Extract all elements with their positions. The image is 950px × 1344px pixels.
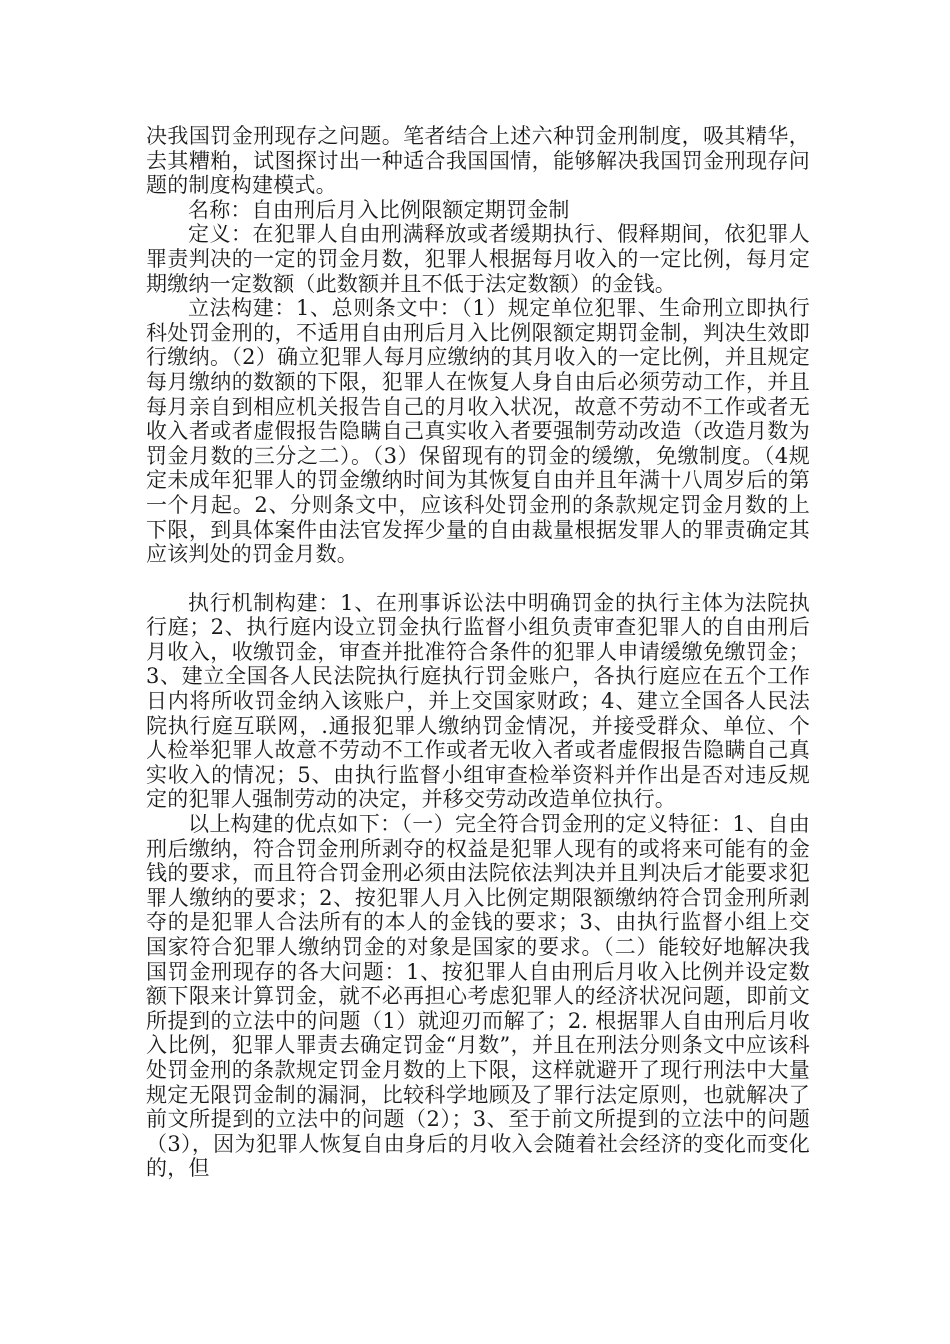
paragraph-definition: 定义：在犯罪人自由刑满释放或者缓期执行、假释期间，依犯罪人罪责判决的一定的罚金月数，犯罪人根据每月收入的一定比例，每月定期缴纳一定数额（此数额并且不低于法定数额）的金钱。 [146, 222, 810, 296]
paragraph-continuation: 决我国罚金刑现存之问题。笔者结合上述六种罚金刑制度，吸其精华，去其糟粕，试图探讨出一种适合我国国情，能够解决我国罚金刑现存问题的制度构建模式。 [146, 124, 810, 198]
paragraph-name: 名称：自由刑后月入比例限额定期罚金制 [188, 197, 570, 222]
paragraph-legislative-construction: 立法构建：1、总则条文中：（1）规定单位犯罪、生命刑立即执行科处罚金刑的，不适用自由刑后月入比例限额定期罚金制，判决生效即行缴纳。（2）确立犯罪人每月应缴纳的其月收入的一定比例，并且规定每月缴纳的数额的下限，犯罪人在恢复人身自由后必须劳动工作，并且每月亲自到相应机关报告自己的月收入状况，故意不劳动不工作或者无收入者或者虚假报告隐瞒自己真实收入者要强制劳动改造（改造月数为罚金月数的三分之二）。（3）保留现有的罚金的缓缴，免缴制度。（4规定未成年犯罪人的罚金缴纳时间为其恢复自由并且年满十八周岁后的第一个月起。2、分则条文中，应该科处罚金刑的条款规定罚金月数的上下限，到具体案件由法官发挥少量的自由裁量根据发罪人的罪责确定其应该判处的罚金月数。 [146, 296, 810, 567]
paragraph-enforcement-mechanism: 执行机制构建：1、在刑事诉讼法中明确罚金的执行主体为法院执行庭；2、执行庭内设立罚金执行监督小组负责审查犯罪人的自由刑后月收入，收缴罚金，审查并批准符合条件的犯罪人申请缓缴免缴罚金；3、建立全国各人民法院执行庭执行罚金账户，各执行庭应在五个工作日内将所收罚金纳入该账户，并上交国家财政；4、建立全国各人民法院执行庭互联网，.通报犯罪人缴纳罚金情况，并接受群众、单位、个人检举犯罪人故意不劳动不工作或者无收入者或者虚假报告隐瞒自己真实收入的情况；5、由执行监督小组审查检举资料并作出是否对违反规定的犯罪人强制劳动的决定，并移交劳动改造单位执行。 [146, 590, 810, 812]
paragraph-spacer [146, 567, 810, 591]
paragraph-advantages: 以上构建的优点如下：（一）完全符合罚金刑的定义特征：1、自由刑后缴纳，符合罚金刑所剥夺的权益是犯罪人现有的或将来可能有的金钱的要求，而且符合罚金刑必须由法院依法判决并且判决后才能要求犯罪人缴纳的要求；2、按犯罪人月入比例定期限额缴纳符合罚金刑所剥夺的是犯罪人合法所有的本人的金钱的要求；3、由执行监督小组上交国家符合犯罪人缴纳罚金的对象是国家的要求。（二）能较好地解决我国罚金刑现存的各大问题：1、按犯罪人自由刑后月收入比例并设定数额下限来计算罚金，就不必再担心考虑犯罪人的经济状况问题，即前文所提到的立法中的问题（1）就迎刃而解了；2. 根据罪人自由刑后月收入比例，犯罪人罪责去确定罚金“月数”，并且在刑法分则条文中应该科处罚金刑的条款规定罚金月数的上下限，这样就避开了现行刑法中大量规定无限罚金制的漏洞，比较科学地顾及了罪行法定原则，也就解决了前文所提到的立法中的问题（2）；3、至于前文所提到的立法中的问题（3），因为犯罪人恢复自由身后的月收入会随着社会经济的变化而变化的，但 [146, 812, 810, 1181]
document-page [146, 124, 810, 1181]
